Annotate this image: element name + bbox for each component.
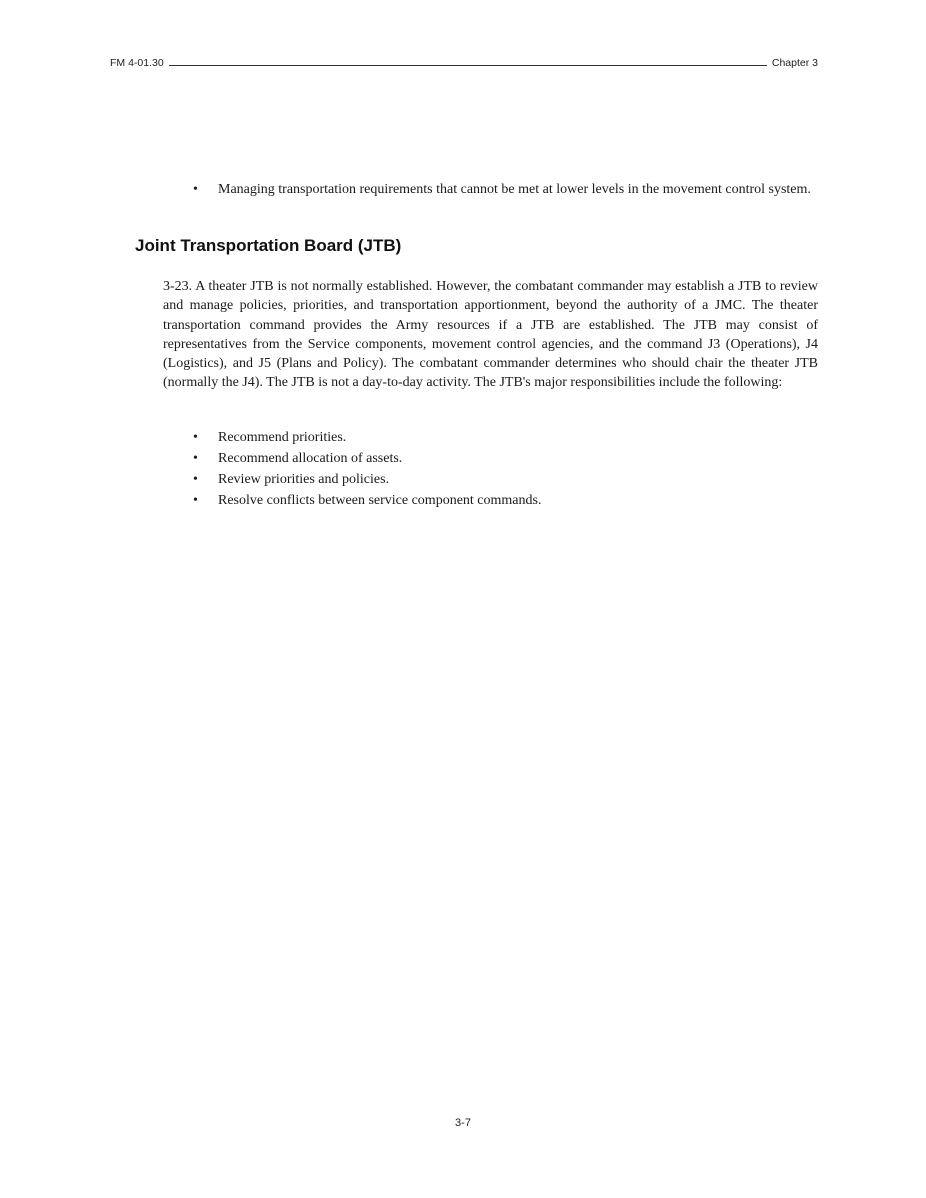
header-rule	[169, 65, 767, 66]
page-number: 3-7	[455, 1117, 471, 1129]
list-item-text: Managing transportation requirements that cannot be met at lower levels in the movement control system.	[218, 182, 811, 197]
list-item	[190, 428, 818, 447]
section-heading: Joint Transportation Board (JTB)	[135, 236, 402, 255]
responsibilities-list	[190, 428, 818, 512]
list-item	[190, 449, 818, 468]
bullet-icon: •	[193, 182, 198, 197]
bullet-icon: •	[193, 472, 198, 487]
header-chapter: Chapter 3	[771, 57, 818, 69]
page-header	[110, 53, 818, 69]
list-item	[190, 491, 818, 510]
section-paragraph: 3-23. A theater JTB is not normally established. However, the combatant commander may establish a JTB to review and manage policies, priorities, and transportation apportionment, beyond the authority of a JMC. The theater transportation command provides the Army resources if a JTB are established. The JTB may consist of representatives from the Service components, movement control agencies, and the command J3 (Operations), J4 (Logistics), and J5 (Plans and Policy). The combatant commander determines who should chair the theater JTB (normally the J4). The JTB is not a day-to-day activity. The JTB's major responsibilities include the following:	[163, 279, 818, 391]
bullet-icon: •	[193, 493, 198, 508]
list-item-text: Review priorities and policies.	[218, 472, 390, 487]
list-item	[190, 180, 818, 199]
top-bullet-list	[190, 180, 818, 201]
list-item	[190, 470, 818, 489]
header-manual-id: FM 4-01.30	[110, 57, 164, 69]
list-item-text: Recommend allocation of assets.	[218, 451, 403, 466]
list-item-text: Recommend priorities.	[218, 430, 347, 445]
bullet-icon: •	[193, 451, 198, 466]
list-item-text: Resolve conflicts between service component commands.	[218, 493, 542, 508]
bullet-icon: •	[193, 430, 198, 445]
